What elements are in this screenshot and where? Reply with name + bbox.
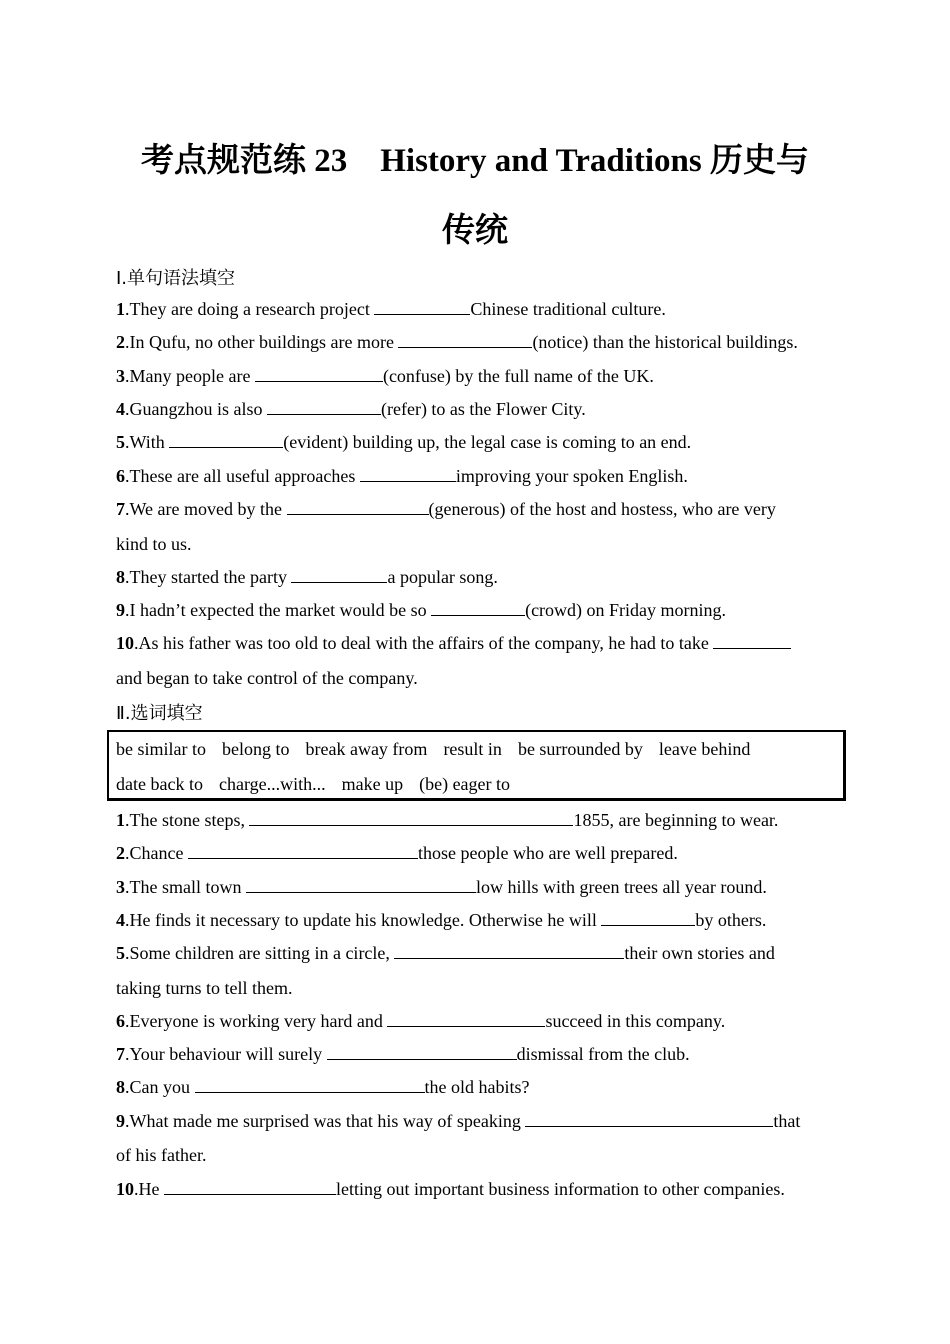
word-bank-row-1 bbox=[116, 737, 766, 761]
word-option: make up bbox=[341, 774, 404, 794]
question-2-2: 2.Chance those people who are well prepared. bbox=[116, 843, 678, 863]
word-option: belong to bbox=[221, 739, 290, 759]
question-1-2: 2.In Qufu, no other buildings are more (notice) than the historical buildings. bbox=[116, 332, 798, 352]
question-2-9-continued: of his father. bbox=[116, 1145, 207, 1165]
answer-blank[interactable] bbox=[387, 1010, 545, 1027]
question-1-7-continued: kind to us. bbox=[116, 534, 192, 554]
question-2-8: 8.Can you the old habits? bbox=[116, 1077, 530, 1097]
question-2-7: 7.Your behaviour will surely dismissal from the club. bbox=[116, 1044, 690, 1064]
question-2-5-continued: taking turns to tell them. bbox=[116, 978, 293, 998]
question-2-9: 9.What made me surprised was that his way of speaking that bbox=[116, 1111, 801, 1131]
question-1-6: 6.These are all useful approaches improving your spoken English. bbox=[116, 466, 688, 486]
page-title-continued: 传统 bbox=[442, 213, 508, 249]
answer-blank[interactable] bbox=[287, 498, 429, 515]
word-option: leave behind bbox=[658, 739, 751, 759]
answer-blank[interactable] bbox=[327, 1043, 517, 1060]
question-2-3: 3.The small town low hills with green trees all year round. bbox=[116, 877, 767, 897]
answer-blank[interactable] bbox=[360, 465, 456, 482]
answer-blank[interactable] bbox=[195, 1076, 425, 1093]
word-bank-box bbox=[107, 730, 846, 801]
question-2-5: 5.Some children are sitting in a circle, their own stories and bbox=[116, 943, 775, 963]
question-1-7: 7.We are moved by the (generous) of the host and hostess, who are very bbox=[116, 499, 776, 519]
answer-blank[interactable] bbox=[255, 365, 383, 382]
question-2-1: 1.The stone steps, 1855, are beginning to wear. bbox=[116, 810, 779, 830]
word-option: break away from bbox=[305, 739, 428, 759]
question-1-3: 3.Many people are (confuse) by the full name of the UK. bbox=[116, 366, 654, 386]
answer-blank[interactable] bbox=[164, 1178, 336, 1195]
answer-blank[interactable] bbox=[246, 876, 476, 893]
page-title: 考点规范练 23 History and Traditions 历史与 bbox=[140, 143, 809, 179]
question-1-10: 10.As his father was too old to deal with the affairs of the company, he had to take bbox=[116, 631, 791, 655]
question-2-10: 10.He letting out important business information to other companies. bbox=[116, 1179, 785, 1199]
word-option: (be) eager to bbox=[419, 774, 511, 794]
answer-blank[interactable] bbox=[291, 566, 387, 583]
answer-blank[interactable] bbox=[525, 1110, 773, 1127]
answer-blank[interactable] bbox=[601, 909, 695, 926]
word-option: be surrounded by bbox=[517, 739, 643, 759]
answer-blank[interactable] bbox=[249, 809, 573, 826]
answer-blank[interactable] bbox=[188, 842, 418, 859]
word-option: be similar to bbox=[116, 739, 206, 759]
answer-blank[interactable] bbox=[431, 599, 525, 616]
section-1-heading: Ⅰ.单句语法填空 bbox=[116, 268, 236, 289]
word-option: result in bbox=[443, 739, 502, 759]
section-2-heading: Ⅱ.选词填空 bbox=[116, 703, 203, 724]
question-1-1: 1.They are doing a research project Chinese traditional culture. bbox=[116, 299, 666, 319]
question-2-6: 6.Everyone is working very hard and succeed in this company. bbox=[116, 1011, 726, 1031]
answer-blank[interactable] bbox=[394, 942, 624, 959]
question-1-5: 5.With (evident) building up, the legal case is coming to an end. bbox=[116, 432, 692, 452]
question-1-9: 9.I hadn’t expected the market would be so (crowd) on Friday morning. bbox=[116, 600, 727, 620]
question-1-8: 8.They started the party a popular song. bbox=[116, 567, 498, 587]
answer-blank[interactable] bbox=[713, 632, 791, 649]
word-option: date back to bbox=[116, 774, 203, 794]
answer-blank[interactable] bbox=[267, 398, 381, 415]
word-bank-row-2 bbox=[116, 772, 526, 796]
question-1-4: 4.Guangzhou is also (refer) to as the Flower City. bbox=[116, 399, 586, 419]
answer-blank[interactable] bbox=[398, 331, 532, 348]
answer-blank[interactable] bbox=[374, 298, 470, 315]
answer-blank[interactable] bbox=[169, 431, 283, 448]
question-1-10-continued: and began to take control of the company. bbox=[116, 668, 418, 688]
question-2-4: 4.He finds it necessary to update his knowledge. Otherwise he will by others. bbox=[116, 910, 767, 930]
word-option: charge...with... bbox=[218, 774, 326, 794]
